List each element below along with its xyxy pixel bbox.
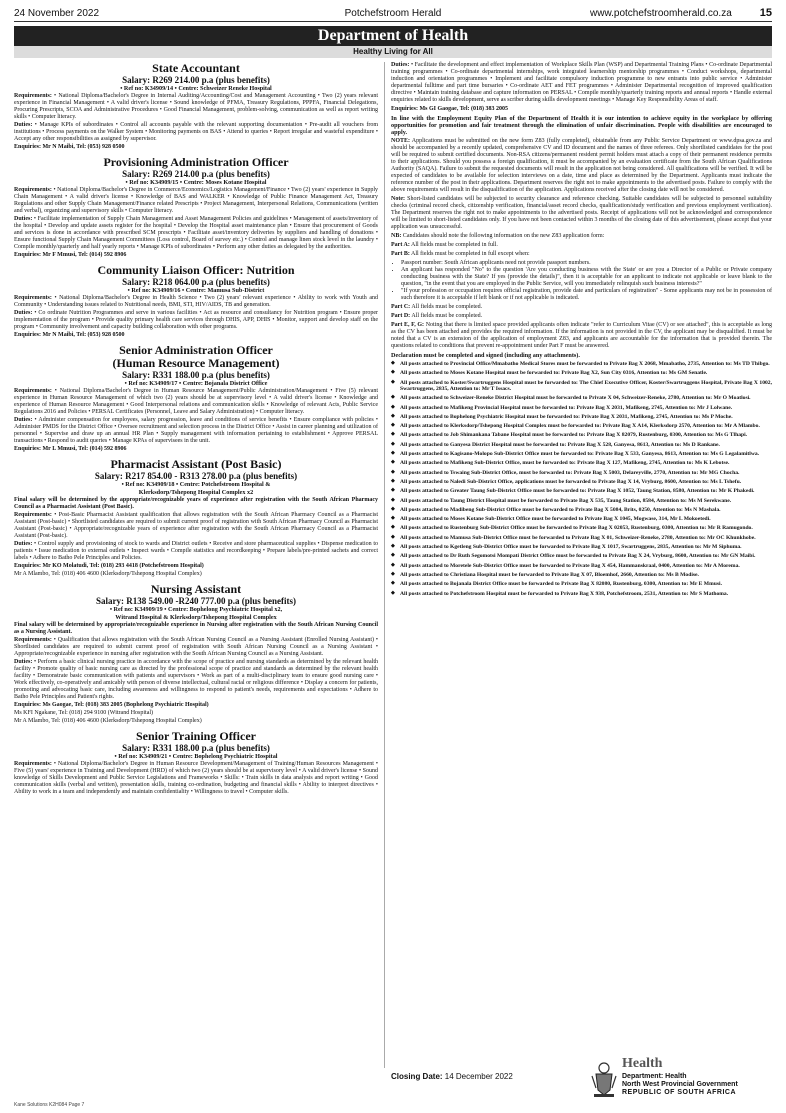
job-enquiries: Enquiries: Mr F Mmusi, Tel: (014) 592 8906 [14,252,127,258]
job-enquiries-2: Ms KFI Ngakane, Tel: (018) 294 9100 (Witrand Hospital) [14,710,154,716]
declaration-note: Declaration must be completed and signed (including any attachments). [391,352,580,359]
job-salary: Salary: R331 188.00 p.a (plus benefits) [122,743,270,753]
job-enquiries: Enquiries: Mr L Mmusi, Tel: (014) 592 8906 [14,446,127,452]
job-reference-line2: Witrand Hospital & Klerksdorp/Tshepong Hospital Complex [115,614,277,621]
job-reference: • Ref no: K34909/14 • Centre: Schweizer Reneke Hospital [120,85,272,92]
training-officer-enquiries: Enquiries: Ms GI Gaogae, Tel: (018) 383 2005 [391,106,509,112]
job-title: Provisioning Administration Officer [103,155,289,169]
job-title: State Accountant [152,61,240,75]
z83-part-a: Part A: All fields must be completed in full. [391,242,498,248]
job-title: Senior Administration Officer [119,343,273,357]
posting-address-item: ◆ All posts attached to Mamusa Sub-District Office must be forwarded to Private Bag X 01, Schweizer-Reneke, 2780, Attention to: Mr OC Khunkhobe. [391,535,772,541]
posting-address-item: ◆ All posts attached to Naledi Sub-District Office, applications must be forwarded to Private Bag X 14, Vryburg, 8600, Attention to: Ms L Tshefu. [391,479,772,485]
z83-part-b: Part B: All fields must be completed in full except when: [391,251,530,257]
posting-address-item: ◆ All posts attached to Schweizer-Reneke District Hospital must be forwarded to Private X 04, Schweizer-Reneke, 2780, Attention to: Mr O Moatlosi. [391,395,772,401]
posting-address-item: ◆ All posts attached to Greater Taung Sub-District Office must be forwarded to: Private Bag X 1052, Taung Station, 8580, Attention to: Mr K Phakedi. [391,488,772,494]
posting-address-item: ◆ All posts attached to Koster/Swartruggens Hospital must be forwarded to: The Chief Executive Officer, Koster/Swartruggens Hospital, Private Bag X 1002, Swartruggens, 2835, Attention to: Mr T Issacs. [391,380,772,393]
job-enquiries: Enquiries: Mr KO Molatudi, Tel: (018) 293 4418 (Potchefstroom Hospital) [14,563,204,569]
health-department-logo [590,1056,770,1104]
posting-address-item: ◆ All posts attached to Kagisano-Molopo Sub-District Office must be forwarded to: Private Bag X 533, Ganyesa, 8613, Attention to: Ms G Legalamitlwa. [391,451,772,457]
list-item: • Passport number: South African applicants need not provide passport numbers. [401,260,772,267]
job-salary: Salary: R331 188.00 p.a (plus benefits) [122,370,270,380]
posting-address-item: ◆ All posts attached to Rustenburg Sub-District Office must be forwarded to Private Bag X 02053, Rustenburg, 0300, Attention to: Mr R Ramugondo. [391,525,772,531]
job-enquiries: Enquiries: Ms Gaogae, Tel: (018) 383 2005 (Bophelong Psychiatric Hospital) [14,702,209,708]
posting-address-item: ◆ All posts attached to Taung District Hospital must be forwarded to Private Bag X 535, Taung Station, 8584, Attention to: Ms M Serekwane. [391,498,772,504]
job-enquiries: Enquiries: Mr N Maibi, Tel: (053) 928 0500 [14,332,125,338]
closing-date: Closing Date: 14 December 2022 [391,1072,513,1081]
postings-list [391,361,772,597]
screening-note: Note: Short-listed candidates will be subjected to security clearance and reference checking. Suitable candidates will be subjected to personnel suitability checks (criminal record check, citizenship verification, financial/asset record checks, qualification/study verification and previous employment verification). The Department reserves the right not to make appointments to the advertised posts. Receipt of applications will not be acknowledged and correspondence will be limited to short-listed candidates only. If you have not been contacted within 3 months of the closing date of this advertisement, please accept that your application was unsuccessful. [391,196,772,230]
job-duties: Duties: • Perform a basic clinical nursing practice in accordance with the scope of practice and nursing standards as determined by the relevant health facility • Promote quality of basic nursing care as directed by the professional scope of practice and standards as determined by the relevant health facility • Demonstrate basic communication with patients and supervisors • Work as part of a multi-disciplinary team to ensure good nursing care • Work effectively, co-operatively and amicably with person of diverse intellectual, cultural racial or religious difference • Display a concern for patients, promoting and advocating basic care, including awareness and willingness to respond to patient's needs, requirements and expectations • Adhere to Batho Pele Principles and Patient's rights. [14,659,378,700]
job-requirements: Requirements: • National Diploma/Bachelor's Degree in Health Science • Two (2) years' relevant experience • Ability to work with Youth and Community • Understanding issues related to Nutritional needs, BMI, STI, HIV/AIDS, TB and generation. [14,295,378,308]
job-salary: Salary: R138 549.00 -R240 777.00 p.a (plus benefits) [95,596,296,606]
posting-address-item: ◆ All posts attached to Dr Ruth Segomotsi Mompati District Office must be forwarded to Private Bag X 24, Vryburg, 8600, Attention to: Mr GN Maibi. [391,553,772,559]
z83-note: NB: Candidates should note the following information on the new Z83 application form: [391,233,605,239]
posting-address-item: ◆ All posts attached to Kgetleng Sub-District Office must be forwarded to Private Bag X 1017, Swartruggens, 2835, Attention to: Mr M Siphuma. [391,544,772,550]
application-note: NOTE: Applications must be submitted on the new form Z83 (fully completed), obtainable from any Public Service Department or www.dpsa.gov.za and should be accompanied by a recently updated, comprehensive CV and ID document and the names of three referees. Only shortlisted candidates for the post will be required to submit certified documents. Non-RSA citizens/permanent resident permit holders must attach a copy of their permanent residence permits to their applications. Should you possess a foreign qualification, it must be accompanied by an evaluation certificate from the South African Qualifications Authority (SAQA). Failure to submit the requested documents will result in the application not being considered. All qualifications will be verified. It will be expected of candidates to be available for selection interviews on a date, time and place as determined by the Department. Applicants must indicate the reference number of the post in their applications. Department reserves the right not to make appointments to the advertised posts. Failure to comply with the above requirements will result in the disqualification of the application. Applications received after the closing date will not be considered. [391,138,772,193]
employment-equity-statement: In line with the Employment Equity Plan of the Department of Health it is our intention to achieve equity in the workplace by offering opportunities for promotion and fair treatment through the elimination of unfair discrimination. People with disabilities are encouraged to apply. [391,115,772,136]
header-rule [14,21,772,22]
posting-address-item: ◆ All posts attached to Christiana Hospital must be forwarded to Private Bag X 07, Bloemhof, 2660, Attention to: Ms B Modise. [391,572,772,578]
posting-address-item: ◆ All posts attached to Moses Kotane Sub-District Office must be forwarded to Private Bag X 1045, Mogwase, 314, Mr L Mokoetedi. [391,516,772,522]
job-reference: • Ref no: K34909/21 • Centre: Bophelong Psychiatric Hospital [114,753,278,760]
job-salary: Salary: R217 854.00 - R313 278.00 p.a (plus benefits) [94,471,298,481]
job-requirements: Requirements: • National Diploma/Bachelor's Degree in Internal Auditing/Accounting/Cost and Management Accounting • Two (2) years relevant experience in Financial Management • A valid driver's license • Sound knowledge of PFMA, Treasury Regulations, PPPFA, Financial Delegations, Procuring Prescripts, SCOA and Administrative Procedures • Good Financial Management, problem-solving, communication as well as report writing skills • Computer literacy. [14,93,378,120]
job-nursing-assistant [14,583,378,725]
newspaper-name: Potchefstroom Herald [344,7,442,19]
job-enquiries-2: Mr A Mlambo, Tel: (018) 406 4600 (Klerksdorp/Tshepong Hospital Complex) [14,571,202,577]
list-item: • "If your profession or occupation requires official registration, provide date and particulars of registration" - Some applicants may not be in possession of such therefore it is acceptable if left blank or if not applicable is indicated. [401,288,772,302]
job-duties: Duties: • Facilitate implementation of Supply Chain Management and Asset Management Policies and guidelines • Management of assets/inventory of the hospital • Develop and update assets register for the hospital • Develop the Hospital asset maintenance plan • Ensure that procurement of Goods and services is done in accordance with prescribed SCM prescripts • Facilitate asset/inventory deliveries by suppliers and handling of donations • Ensure functional Supply Chain Management Committees (Loss control, Board of survey etc.) • Control and manage linen stock level in the laundry • Compile monthly/quarterly and half yearly reports • Manage KPIs of subordinates • Perform any other duties as delegated by the authorities. [14,216,378,250]
job-reference: • Ref no: K34909/17 • Centre: Bojanala District Office [124,380,268,387]
z83-part-b-list [391,260,772,302]
logo-word: Health [622,1056,663,1071]
job-reference: • Ref no: K34909/15 • Centre: Moses Kotane Hospital [125,179,267,186]
list-item: • An applicant has responded "No" to the question 'Are you conducting business with the State' or are you a Director of a Public or Private company conducting business with the State? If yes (provide the details)", then it is acceptable for an applicant to indicate not applicable or leave blank to the question, "in the event that you are employed in the Public Service, will you immediately relinquish such business interests?" [401,267,772,288]
posting-address-item: ◆ All posts attached to Tswaing Sub-District Office, must be forwarded to: Private Bag X 5003, Delareyville, 2770, Attention to: Mr MG Chocha. [391,470,772,476]
z83-part-c: Part C: All fields must be completed. [391,304,483,310]
job-pharmacist-assistant [14,458,378,578]
job-community-liaison-officer [14,264,378,339]
posting-address-item: ◆ All posts attached to Moses Kotane Hospital must be forwarded to: Private Bag X2, Sun City 0316, Attention to: Ms GM Senatle. [391,370,772,376]
job-state-accountant [14,62,378,151]
posting-address-item: ◆ All posts attached to Madibeng Sub-District Office must be forwarded to Private Bag X 5084, Brits, 0250, Attention to: Ms N Mashala. [391,507,772,513]
job-salary: Salary: R269 214.00 p.a (plus benefits) [122,75,270,85]
posting-address-item: ◆ All posts attached to Bophelong Psychiatric Hospital must be forwarded to: Private Bag X 2031, Mafikeng, 2745, Attention to: Ms P Moche. [391,414,772,420]
job-requirements: Requirements: • Post-Basic Pharmacist Assistant qualification that allows registration with the South African Pharmacy Council as a Pharmacist Assistant (Post-basic) • Shortlisted candidates are required to submit current proof of registration with South African Pharmacy Council as Pharmacist Assistant (Post-basic) • Appropriate/recognizable years of experience after registration with the South African Pharmacy Council as a Pharmacist Assistant (Post-basic). [14,512,378,539]
logo-text: Department: Health North West Provincial Government REPUBLIC OF SOUTH AFRICA [622,1073,738,1096]
job-requirements: Requirements: • National Diploma/Bachelor's Degree in Human Resource Management/Public Administration/Management • Five (5) relevant experience in Human Resource Management of which two (2) years should be at supervisory level • A valid driver's license • Knowledge and experience of Human Resource Management • Good Interpersonal relations and communication skills • Knowledge of relevant Acts, Public Service Regulations 2016 and Policies • PERSAL Certificates (Personnel, Leave and Salary Administration) • Computer literacy. [14,388,378,415]
job-requirements: Requirements: • National Diploma/Bachelor's Degree in Human Resource Development/Management of Training/Human Resources Management • Five (5) years' experience in Training and Development (HRD) of which two (2) years should be at supervisory level • A valid driver's license • Sound knowledge of Skills Development and Public Service Legislations and Frameworks • Skills: • Train skills in data analysis and report writing • Good communication skills (verbal and written), presentation skills, training co-ordination, budgeting and financial skills • Ability to interpret directives • Ability to work in a team and independently and maintain confidentiality • Willingness to travel • Computer skills. [14,761,378,795]
posting-address-item: ◆ All posts attached to Moretele Sub-District Office must be forwarded to Private Bag X 454, Hammanskraal, 0400, Attention to: Mr A Morema. [391,563,772,569]
job-reference-line2: Klerksdorp/Tshepong Hospital Complex x2 [138,489,254,496]
posting-address-item: ◆ All posts attached to Job Shimankana Tabane Hospital must be forwarded to: Private Bag X 82079, Rustenburg, 0300, Attention to: Ms G Tlhapi. [391,432,772,438]
coat-of-arms-icon [590,1060,618,1098]
job-title: Pharmacist Assistant (Post Basic) [110,457,282,471]
right-column [391,62,772,1072]
job-duties: Duties: • Administer compensation for employees, salary progression, leave and conditions of service benefits • Ensure compliance with policies • Administer PMDS for the District Office • Oversee recruitment and selection process in the District Office • Assist in career planning and utilization of personnel • Supervise and draw up an annual HR Plan • Supply management with information pertaining to establishment • Approve PERSAL transactions • Respond to audit queries • Manage KPAs of supervisees in the unit. [14,417,378,444]
page-number: 15 [759,7,772,19]
left-column [14,62,378,1072]
job-enquiries: Enquiries: Mr N Maibi, Tel: (053) 928 0500 [14,144,125,150]
department-slogan: Healthy Living for All [14,46,772,58]
posting-address-item: ◆ All posts attached to Mafikeng Provincial Hospital must be forwarded to: Private Bag X 2031, Mafikeng, 2745, Attention to: Mr J Lolwane. [391,405,772,411]
posting-address-item: ◆ All posts attached to Potchefstroom Hospital must be forwarded to Private Bag X 938, Potchefstroom, 2531, Attention to: Mr S Mathoma. [391,591,772,597]
job-enquiries-3: Mr A Mlambo, Tel: (018) 406 4600 (Klerksdorp/Tshepong Hospital Complex) [14,718,202,724]
department-banner: Department of Health [14,26,772,46]
posting-address-item: ◆ All posts attached to Mafikeng Sub-District Office, must be forwarded to: Private Bag X 127, Mafikeng, 2745, Attention to: Ms K Lebotse. [391,460,772,466]
job-senior-admin-officer-hrm [14,344,378,453]
job-reference: • Ref no: K34909/16 • Centre: Mamusa Sub-District [127,287,265,294]
job-duties: Duties: • Manage KPIs of subordinates • Control all accounts payable with the relevant supporting documentation • Pre-audit all vouchers from institutions • Process payments on the Walker System • Monitoring payments on BAS • Attend to queries • Report irregular and wasteful expenditure • Accept any other responsibilities as assigned by supervisor. [14,122,378,142]
column-divider [384,62,385,1068]
job-requirements: Requirements: • National Diploma/Bachelor's Degree in Commerce/Economics/Logistics Management/Finance • Two (2) years' experience in Supply Chain Management • A valid driver's license • Knowledge of BAS and WALKER • Knowledge of Public Finance Management Act, Treasury Regulations and other Supply Chain Management/Finance related Prescripts • Project Management, Interpersonal Relations, Communications (written and verbal), organizing and supervisory skills • Computer literacy. [14,187,378,214]
posting-address-item: ◆ All posts attached to Klerksdorp/Tshepong Hospital Complex must be forwarded to: Private Bag X A14, Klerksdorp 2570, Attention to: Mr A Mlambo. [391,423,772,429]
posting-address-item: ◆ All posts attached to Bojanala District Office must be forwarded to Private Bag X 82080, Rustenburg, 0300, Attention to: Mr E Mmusi. [391,581,772,587]
job-requirements: Requirements: • Qualification that allows registration with the South African Nursing Council as a Nursing Assistant (Enrolled Nursing Assistant) • Shortlisted candidates are required to submit current proof of registration with South African Nursing Council as a Nursing Assistant • Appropriate/recognizable experience in nursing after registration with the South African Nursing Council as a Nursing Assistant. [14,637,378,657]
job-duties: Duties: • Control supply and provisioning of stock to wards and District outlets • Receive and store pharmaceutical supplies • Dispense medication to patients • Issue medication to external outlets • Inspect wards • Compile statistics and recordkeeping • Prepare labels/pre-printed sachets and correct labels • Adhere to Batho Pele Principles and Policies. [14,541,378,561]
job-salary: Salary: R218 064.00 p.a (plus benefits) [122,277,270,287]
job-duties: Duties: • Co ordinate Nutrition Programmes and serve in various facilities • Act as resource and consultancy for Nutrition program • Ensure proper implementation of the program • Provide quality primary health care services through DHIS, APP, DHIS • Monitor, support and develop staff on the program • Community involvement and capacity building collaboration with other programs. [14,310,378,330]
website-link[interactable]: www.potchefstroomherald.co.za [590,7,732,19]
training-officer-duties: Duties: • Facilitate the development and effect implementation of Workplace Skills Plan (WSP) and Departmental Training Plans • Co-ordinate Departmental training programmes • Co-ordinate departmental internships, work integrated learnership mentorship programmes • Conduct workshops, departmental induction and orientation programmes • Implement and facilitate compulsory induction programme to new entrants into public service • Administer departmental fulltime and part time bursaries • Co-ordinate AET and FET programmes • Administer Departmental recognition of improved qualification directive • Maintain training database and capture information on PERSAL • Compile monthly/quarterly training reports and annual reports • Handle external enquiries related to skills development, serve as scriber during skills development meetings • Manage Key Responsibility Areas of staff. [391,62,772,103]
z83-part-d: Part D: All fields must be completed. [391,313,483,319]
job-salary-note: Final salary will be determined by the appropriate/recognizable years of experience after registration with the South African Pharmacy Council as a Pharmacist Assistant (Post Basic). [14,497,378,510]
z83-part-efg: Part E, F, G: Noting that there is limited space provided applicants often indicate "refer to Curriculum Vitae (CV) or see attached", this is acceptable as long as the CV has been attached and provides the required information. If the information is not provided in the CV, the applicant may be disqualified. It must be noted that a CV is an extension of the application of employment Z83, and applicants are accountable for the information that is provided therein. The questions related to conditions that prevent re-appointment under Part F must be answered. [391,322,772,349]
job-title: Nursing Assistant [150,582,242,596]
issue-date: 24 November 2022 [14,7,100,19]
page-header [14,6,772,20]
job-salary: Salary: R269 214.00 p.a (plus benefits) [122,169,270,179]
footer-code: Kane Solutions K2H084 Page 7 [14,1102,85,1108]
job-title: Community Liaison Officer: Nutrition [97,263,295,277]
job-reference: • Ref no: K34909/18 • Centre: Potchefstroom Hospital & [121,481,271,488]
job-reference: • Ref no: K34909/19 • Centre: Bophelong Psychiatric Hospital x2, [109,606,283,613]
job-senior-training-officer [14,730,378,796]
job-title: Senior Training Officer [136,729,256,743]
job-provisioning-admin-officer [14,156,378,259]
job-title-subtitle: (Human Resource Management) [112,356,280,370]
posting-address-item: ◆ All posts attached to Ganyesa District Hospital must be forwarded to: Private Bag X 528, Ganyesa, 8613, Attention to: Ms D Rankane. [391,442,772,448]
job-salary-note: Final salary will be determined by appropriate/recognizable experience in Nursing after registration with the South African Nursing Council as a Nursing Assistant. [14,622,378,635]
posting-address-item: ◆ All posts attached to Provincial Office/Mmabatho Medical Stores must be forwarded to Private Bag X 2068, Mmabatho, 2735, Attention to: Ms TD Thibgo. [391,361,772,367]
